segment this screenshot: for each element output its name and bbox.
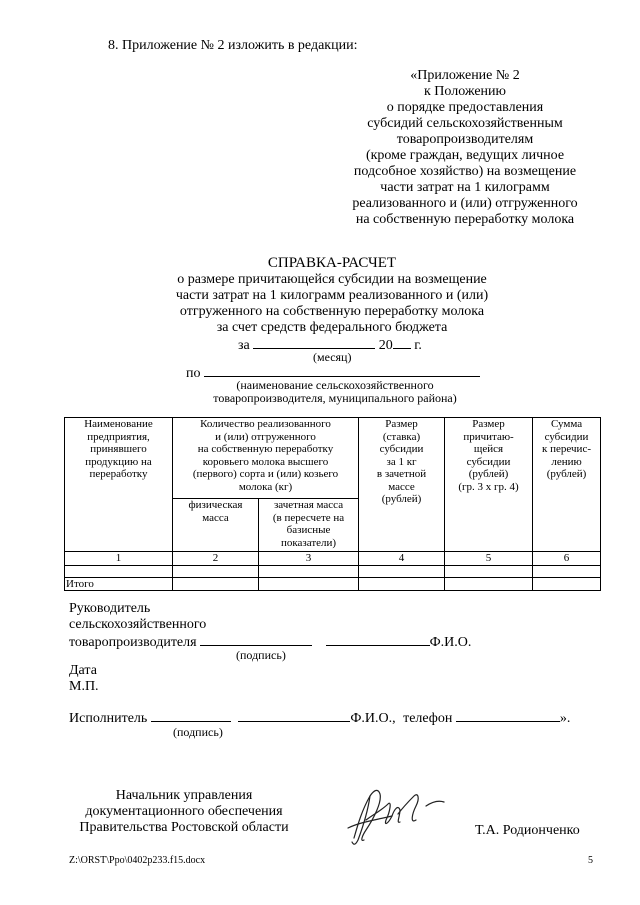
executor-signature-blank <box>151 709 231 722</box>
signatory-name: Т.А. Родионченко <box>475 823 580 838</box>
appendix-line: подсобное хозяйство) на возмещение <box>353 164 577 179</box>
col3-header: зачетная масса (в пересчете на базисные показатели) <box>259 499 359 552</box>
column-number: 4 <box>359 552 445 566</box>
org-caption <box>200 379 470 405</box>
appendix-line: реализованного и (или) отгруженного <box>352 196 578 211</box>
executor-closing: ». <box>559 711 571 726</box>
appendix-line: части затрат на 1 килограмм <box>380 180 550 195</box>
month-caption: (месяц) <box>313 350 352 364</box>
head-signature-caption: (подпись) <box>236 648 286 662</box>
total-label: Итого <box>65 577 173 591</box>
column-number: 1 <box>65 552 173 566</box>
appendix-line: товаропроизводителям <box>396 132 534 147</box>
period-year: 20 <box>378 338 393 353</box>
column-numbers-row <box>65 552 601 566</box>
col1-header: Наименование предприятия, принявшего продукцию на переработку <box>65 418 173 552</box>
column-number: 6 <box>533 552 601 566</box>
month-blank <box>253 336 375 349</box>
col4-header: Размер (ставка) субсидии за 1 кг в зачетной массе (рублей) <box>359 418 445 552</box>
subtitle-line: отгруженного на собственную переработку молока <box>179 304 485 319</box>
col23-header: Количество реализованного и (или) отгруженного на собственную переработку коровьего молока высшего (первого) сорта и (или) козьего молока (кг) <box>173 418 359 499</box>
column-number: 3 <box>259 552 359 566</box>
appendix-line: «Приложение № 2 <box>410 68 520 83</box>
executor-phone-blank <box>456 709 560 722</box>
col6-header: Сумма субсидии к перечис- лению (рублей) <box>533 418 601 552</box>
date-label: Дата <box>69 663 97 678</box>
head-fio-blank <box>326 633 430 646</box>
signatory-title <box>64 788 304 836</box>
head-line: товаропроизводителя Ф.И.О. <box>69 635 472 650</box>
document-subtitle <box>0 272 640 336</box>
subtitle-line: части затрат на 1 килограмм реализованного и (или) <box>175 288 489 303</box>
period-prefix: за <box>238 338 250 353</box>
year-blank <box>393 336 411 349</box>
col5-header: Размер причитаю- щейся субсидии (рублей) (гр. 3 х гр. 4) <box>445 418 533 552</box>
appendix-line: к Положению <box>423 84 506 99</box>
executor-label: Исполнитель <box>69 711 148 726</box>
document-title: СПРАВКА-РАСЧЕТ <box>267 255 397 271</box>
page-number: 5 <box>588 855 593 866</box>
col2-header: физическая масса <box>173 499 259 552</box>
org-caption-line: товаропроизводителя, муниципального района) <box>213 391 457 405</box>
period-suffix: г. <box>414 338 422 353</box>
org-prefix: по <box>186 366 201 381</box>
head-fio-label: Ф.И.О. <box>429 635 472 650</box>
table-row <box>65 565 601 577</box>
subtitle-line: за счет средств федерального бюджета <box>216 320 448 335</box>
calculation-table <box>64 417 601 591</box>
executor-fio-label: Ф.И.О., <box>350 711 396 726</box>
head-line: Руководитель <box>69 601 151 616</box>
appendix-line: о порядке предоставления <box>386 100 544 115</box>
executor-phone-label: телефон <box>403 711 453 726</box>
signatory-line: документационного обеспечения <box>85 804 283 819</box>
head-signature-blank <box>200 633 312 646</box>
executor-line <box>69 709 570 727</box>
head-title <box>69 601 471 651</box>
column-number: 5 <box>445 552 533 566</box>
appendix-line: (кроме граждан, ведущих личное <box>365 148 565 163</box>
signatory-line: Начальник управления <box>115 788 253 803</box>
executor-fio-blank <box>238 709 350 722</box>
appendix-line: на собственную переработку молока <box>355 212 575 227</box>
handwritten-signature <box>340 780 456 850</box>
appendix-line: субсидий сельскохозяйственным <box>367 116 563 131</box>
total-row <box>65 577 601 591</box>
subtitle-line: о размере причитающейся субсидии на возмещение <box>177 272 487 287</box>
org-caption-line: (наименование сельскохозяйственного <box>236 378 434 392</box>
signatory-line: Правительства Ростовской области <box>79 820 289 835</box>
file-path: Z:\ORST\Ppo\0402p233.f15.docx <box>69 855 206 866</box>
item-8-text: 8. Приложение № 2 изложить в редакции: <box>108 38 358 53</box>
stamp-label: М.П. <box>69 679 99 694</box>
org-blank <box>204 364 480 377</box>
head-line: сельскохозяйственного <box>69 617 207 632</box>
appendix-header <box>320 68 610 228</box>
executor-signature-caption: (подпись) <box>173 725 223 739</box>
column-number: 2 <box>173 552 259 566</box>
